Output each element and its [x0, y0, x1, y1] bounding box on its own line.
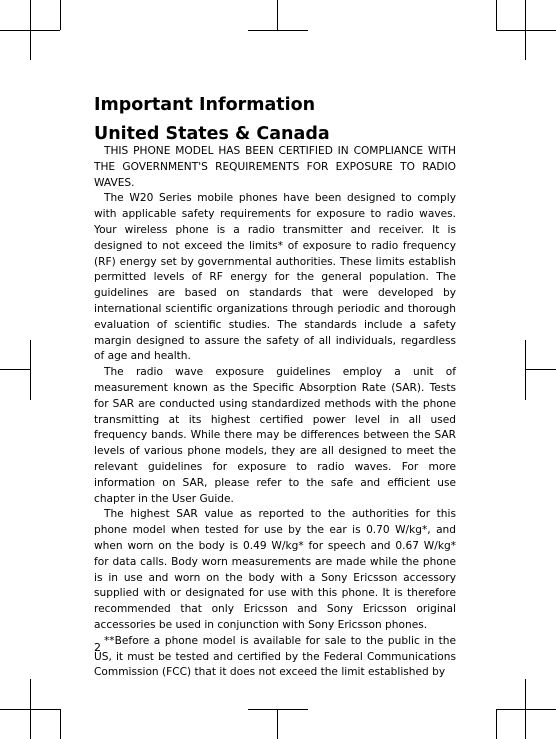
- paragraph: **Before a phone model is available for sale to the public in the US, it must be tested and certified by the Federal Communications Commission (FCC) that it does not exceed the limit established by: [94, 634, 456, 679]
- paragraph: The radio wave exposure guidelines employ a unit of measurement known as the Specific Absorption Rate (SAR). Tests for SAR are conducted using standardized methods with the phone transmitting at its highest certified power level in all used frequency bands. While there may be differences between the SAR levels of various phone models, they are all designed to meet the relevant guidelines for exposure to radio waves. For more information on SAR, please refer to the safe and efficient use chapter in the User Guide.: [94, 366, 456, 505]
- crop-mark: [248, 30, 308, 31]
- crop-mark: [277, 709, 278, 739]
- crop-mark: [30, 340, 31, 400]
- crop-mark: [60, 709, 61, 739]
- section-title: United States & Canada: [94, 124, 330, 144]
- crop-mark: [60, 0, 61, 30]
- page-number: 2: [94, 641, 101, 654]
- paragraph: The W20 Series mobile phones have been designed to comply with applicable safety requirements for exposure to radio waves. Your wireless phone is a radio transmitter and receiver. It is designed to not exceed the limits* of exposure to radio frequency (RF) energy set by governmental authorities. These limits establish permitted levels of RF energy for the general population. The guidelines are based on standards that were developed by international scientific organizations through periodic and thorough evaluation of scientific studies. The standards include a safety margin designed to assure the safety of all individuals, regardless of age and health.: [94, 192, 456, 363]
- paragraph: THIS PHONE MODEL HAS BEEN CERTIFIED IN COMPLIANCE WITH THE GOVERNMENT'S REQUIREMENTS FOR EXPOSURE TO RADIO WAVES.: [94, 145, 456, 189]
- crop-mark: [496, 0, 497, 30]
- crop-mark: [525, 679, 526, 739]
- crop-mark: [526, 369, 556, 370]
- crop-mark: [248, 709, 308, 710]
- page-content: [94, 93, 456, 681]
- crop-mark: [496, 709, 497, 739]
- crop-mark: [496, 30, 556, 31]
- page-title: Important Information: [94, 95, 316, 115]
- crop-mark: [0, 369, 30, 370]
- crop-mark: [30, 679, 31, 739]
- crop-mark: [525, 0, 526, 60]
- crop-mark: [496, 709, 556, 710]
- crop-mark: [30, 0, 31, 60]
- crop-mark: [277, 0, 278, 30]
- crop-mark: [525, 340, 526, 400]
- paragraph: The highest SAR value as reported to the authorities for this phone model when tested for use by the ear is 0.70 W/kg*, and when worn on the body is 0.49 W/kg* for speech and 0.67 W/kg* for data calls. Body worn measurements are made while the phone is in use and worn on the body with a Sony Ericsson accessory supplied with or designated for use with this phone. It is therefore recommended that only Ericsson and Sony Ericsson original accessories be used in conjunction with Sony Ericsson phones.: [94, 508, 456, 631]
